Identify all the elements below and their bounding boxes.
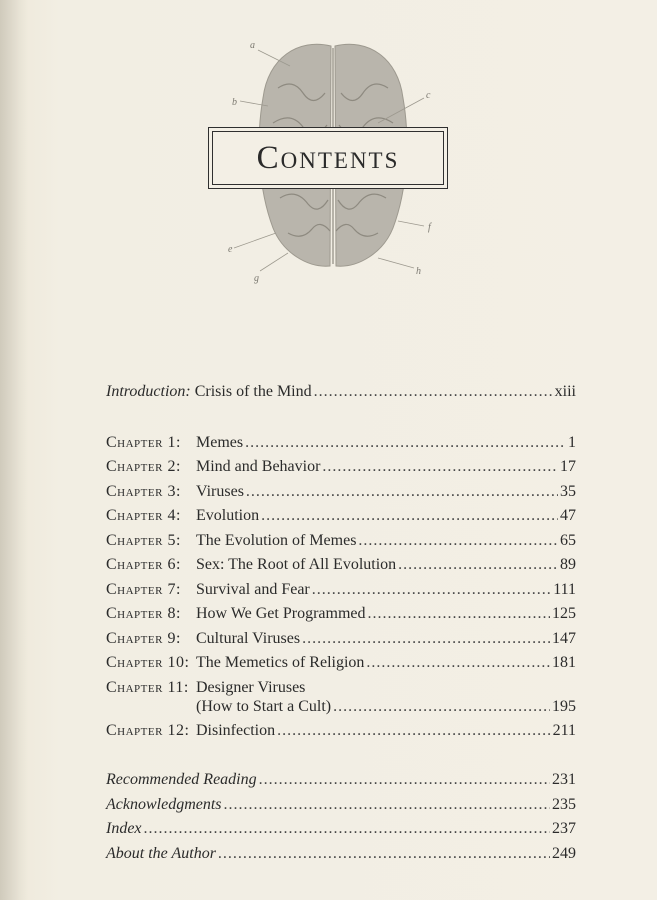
chapter-8-row[interactable] xyxy=(196,605,576,623)
brain-label-h: h xyxy=(416,266,421,277)
dot-leader xyxy=(259,771,550,789)
intro-title: Crisis of the Mind xyxy=(194,383,312,400)
chapter-12-row[interactable] xyxy=(196,722,576,740)
chapter-6-title: Sex: The Root of All Evolution xyxy=(196,556,397,573)
chapter-2-title: Mind and Behavior xyxy=(196,458,321,475)
intro-label-italic: Introduction: xyxy=(106,383,191,400)
contents-title-box xyxy=(208,127,448,189)
back-matter-page: 235 xyxy=(552,796,576,813)
dot-leader xyxy=(144,820,550,838)
chapter-3-row[interactable] xyxy=(196,483,576,501)
back-matter-title: Recommended Reading xyxy=(106,771,257,788)
chapter-11-label: Chapter 11: xyxy=(106,679,189,696)
chapter-4-page: 47 xyxy=(560,507,576,524)
chapter-7-label: Chapter 7: xyxy=(106,581,181,598)
dot-leader xyxy=(312,581,551,599)
chapter-8-page: 125 xyxy=(552,605,576,622)
chapter-9-label: Chapter 9: xyxy=(106,630,181,647)
chapter-12-label: Chapter 12: xyxy=(106,722,190,739)
dot-leader xyxy=(277,722,551,740)
dot-leader xyxy=(358,532,558,550)
chapter-6-page: 89 xyxy=(560,556,576,573)
dot-leader xyxy=(368,605,551,623)
dot-leader xyxy=(246,483,558,501)
chapter-4-title: Evolution xyxy=(196,507,260,524)
chapter-8-title: How We Get Programmed xyxy=(196,605,366,622)
toc-intro-row[interactable] xyxy=(106,383,576,401)
dot-leader xyxy=(322,458,558,476)
chapter-12-title: Disinfection xyxy=(196,722,276,739)
chapter-4-row[interactable] xyxy=(196,507,576,525)
dot-leader xyxy=(302,630,550,648)
intro-page: xiii xyxy=(554,383,576,400)
dot-leader xyxy=(314,383,553,401)
chapter-3-title: Viruses xyxy=(196,483,244,500)
back-matter-row-index[interactable] xyxy=(106,820,576,838)
chapter-9-page: 147 xyxy=(552,630,576,647)
chapter-11-row-line2[interactable] xyxy=(196,698,576,716)
back-matter-row-about-the-author[interactable] xyxy=(106,845,576,863)
chapter-2-page: 17 xyxy=(560,458,576,475)
chapter-1-title: Memes xyxy=(196,434,244,451)
chapter-10-title: The Memetics of Religion xyxy=(196,654,365,671)
chapter-2-label: Chapter 2: xyxy=(106,458,181,475)
chapter-11-page: 195 xyxy=(552,698,576,715)
chapter-6-label: Chapter 6: xyxy=(106,556,181,573)
page-title: Contents xyxy=(256,139,400,176)
chapter-2-row[interactable] xyxy=(196,458,576,476)
dot-leader xyxy=(366,654,550,672)
chapter-10-label: Chapter 10: xyxy=(106,654,190,671)
brain-label-b: b xyxy=(232,97,237,108)
chapter-12-page: 211 xyxy=(552,722,576,739)
back-matter-row-recommended-reading[interactable] xyxy=(106,771,576,789)
chapter-5-page: 65 xyxy=(560,532,576,549)
dot-leader xyxy=(218,845,550,863)
dot-leader xyxy=(224,796,550,814)
chapter-8-label: Chapter 8: xyxy=(106,605,181,622)
brain-label-e: e xyxy=(228,244,233,255)
chapter-9-title: Cultural Viruses xyxy=(196,630,301,647)
chapter-1-label: Chapter 1: xyxy=(106,434,181,451)
back-matter-page: 249 xyxy=(552,845,576,862)
chapter-11-row-line1[interactable] xyxy=(196,679,576,697)
brain-label-a: a xyxy=(250,40,255,51)
chapter-4-label: Chapter 4: xyxy=(106,507,181,524)
chapter-5-row[interactable] xyxy=(196,532,576,550)
brain-label-f: f xyxy=(428,222,431,233)
back-matter-title: Index xyxy=(106,820,142,837)
chapter-5-label: Chapter 5: xyxy=(106,532,181,549)
chapter-11-title: Designer Viruses xyxy=(196,679,306,696)
back-matter-title: About the Author xyxy=(106,845,216,862)
chapter-6-row[interactable] xyxy=(196,556,576,574)
brain-label-c: c xyxy=(426,90,431,101)
chapter-7-row[interactable] xyxy=(196,581,576,599)
back-matter-title: Acknowledgments xyxy=(106,796,222,813)
chapter-9-row[interactable] xyxy=(196,630,576,648)
page-gutter-shadow xyxy=(0,0,28,900)
dot-leader xyxy=(333,698,550,716)
back-matter-page: 237 xyxy=(552,820,576,837)
chapter-3-label: Chapter 3: xyxy=(106,483,181,500)
brain-label-g: g xyxy=(254,273,259,284)
chapter-3-page: 35 xyxy=(560,483,576,500)
chapter-5-title: The Evolution of Memes xyxy=(196,532,357,549)
chapter-1-page: 1 xyxy=(568,434,576,451)
chapter-7-page: 111 xyxy=(553,581,576,598)
chapter-10-page: 181 xyxy=(552,654,576,671)
dot-leader xyxy=(245,434,566,452)
chapter-7-title: Survival and Fear xyxy=(196,581,310,598)
chapter-11-subtitle: (How to Start a Cult) xyxy=(196,698,332,715)
back-matter-page: 231 xyxy=(552,771,576,788)
dot-leader xyxy=(261,507,558,525)
back-matter-row-acknowledgments[interactable] xyxy=(106,796,576,814)
chapter-1-row[interactable] xyxy=(196,434,576,452)
chapter-10-row[interactable] xyxy=(196,654,576,672)
dot-leader xyxy=(398,556,558,574)
